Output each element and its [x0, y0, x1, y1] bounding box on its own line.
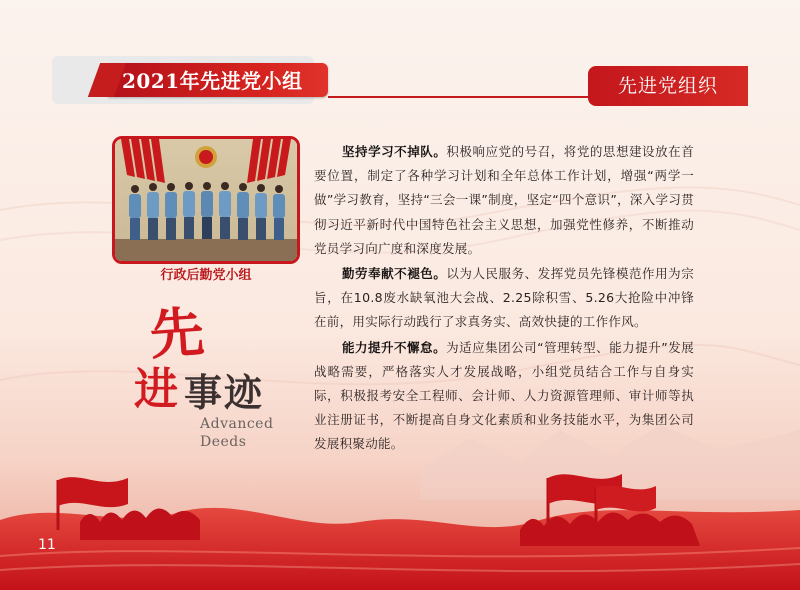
- article-body: [314, 140, 694, 458]
- deeds-english-line-2: Deeds: [200, 434, 247, 450]
- paragraph-study: [314, 140, 694, 261]
- photo-caption: 行政后勤党小组: [160, 268, 252, 283]
- paragraph-lead: 勤劳奉献不褪色。: [342, 266, 447, 282]
- bottom-flag-silhouette-decoration: [0, 460, 800, 590]
- group-photo-image: [115, 139, 297, 261]
- paragraph-text: 为适应集团公司“管理转型、能力提升”发展战略需要，严格落实人才发展战略，小组党员结合工作与自身实际，积极报考安全工程师、会计师、人力资源管理师、审计师等执业注册证书，不断提高自身文化素质和业务技能水平，为集团公司发展积聚动能。: [314, 339, 694, 452]
- paragraph-text: 以为人民服务、发挥党员先锋模范作用为宗旨，在10.8废水缺氧池大会战、2.25除积雪、5.26大抢险中冲锋在前，用实际行动践行了求真务实、高效快捷的工作作风。: [314, 266, 694, 330]
- paragraph-capability: [314, 336, 694, 457]
- page-title: 2021年先进党小组: [122, 69, 303, 93]
- deeds-character-1: 先: [147, 299, 207, 367]
- paragraph-text: 积极响应党的号召，将党的思想建设放在首要位置，制定了各种学习计划和全年总体工作计划，增强“两学一做”学习教育，坚持“三会一课”制度，坚定“四个意识”，深入学习贯彻习近平新时代中国特色社会主义思想，加强党性修养，不断推动党员学习向广度和深度发展。: [314, 144, 694, 256]
- page-number: 11: [38, 537, 56, 553]
- section-tag-label: 先进党组织: [617, 75, 718, 97]
- header-divider: [328, 96, 598, 98]
- deeds-character-2: 进: [134, 364, 178, 415]
- deeds-character-3: 事迹: [184, 370, 265, 415]
- group-photo: [112, 136, 300, 264]
- section-tag: [588, 66, 748, 106]
- paragraph-lead: 坚持学习不掉队。: [342, 144, 447, 159]
- paragraph-dedication: [314, 262, 694, 335]
- deeds-english-line-1: Advanced: [200, 416, 274, 432]
- paragraph-lead: 能力提升不懈怠。: [342, 339, 447, 355]
